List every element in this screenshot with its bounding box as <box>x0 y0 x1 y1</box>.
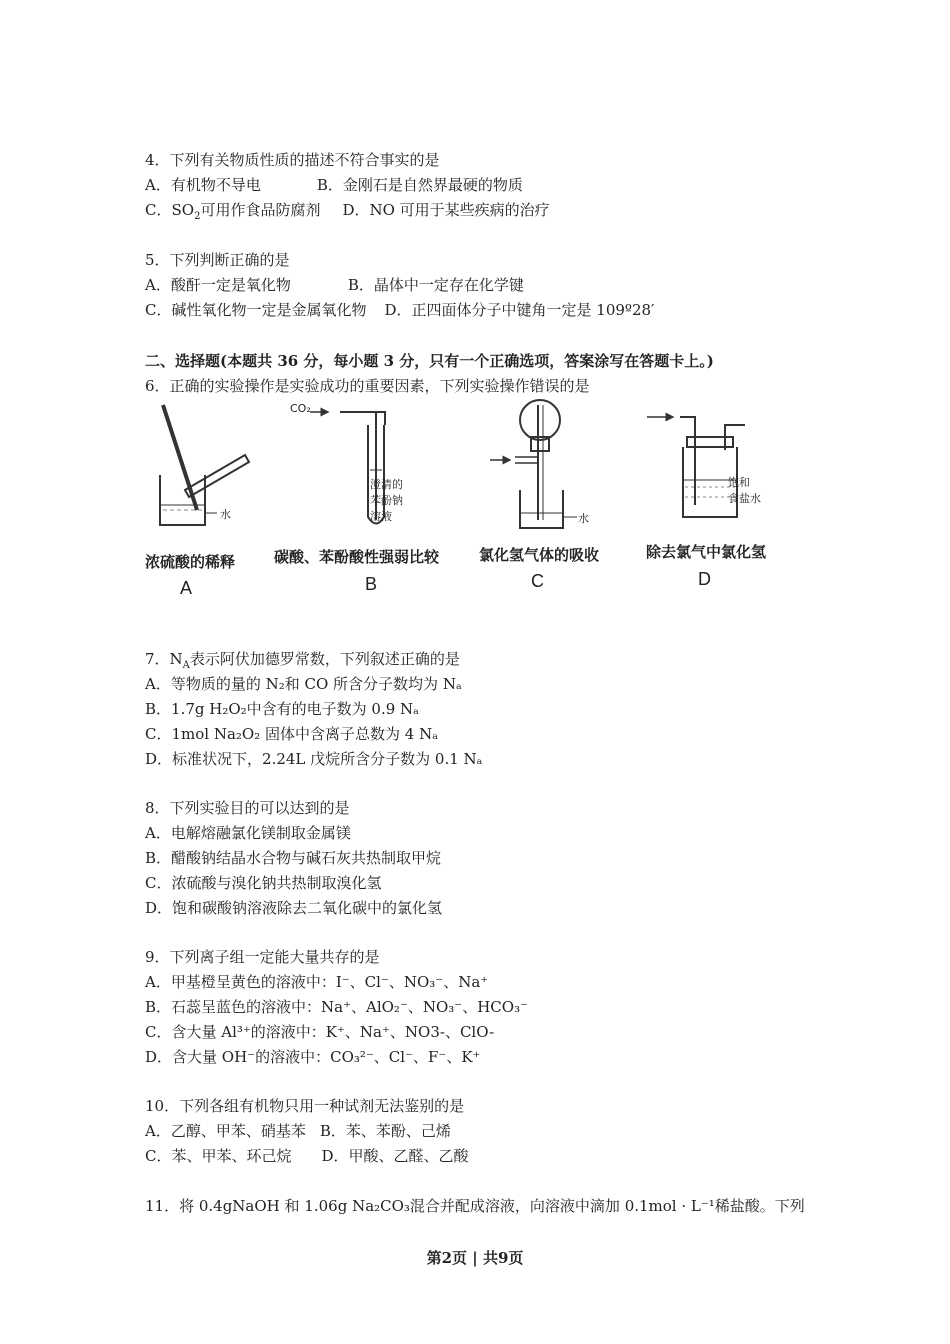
q4-stem: 4．下列有关物质性质的描述不符合事实的是 <box>145 151 440 169</box>
page-footer: 第2页 | 共9页 <box>426 1249 524 1267</box>
q9-option-b: B．石蕊呈蓝色的溶液中：Na⁺、AlO₂⁻、NO₃⁻、HCO₃⁻ <box>145 998 529 1016</box>
label-solution: 溶液 <box>370 510 392 523</box>
apparatus-a-diagram <box>145 400 260 535</box>
caption-b: 碳酸、苯酚酸性强弱比较 <box>274 548 440 566</box>
q4-options-ab <box>145 175 523 195</box>
q10-options-cd <box>145 1146 469 1166</box>
caption-c: 氯化氢气体的吸收 <box>479 546 600 564</box>
option-letter-c: C <box>531 571 544 591</box>
q5-option-c: C．碱性氧化物一定是金属氧化物 <box>145 301 367 319</box>
q9-option-d: D．含大量 OH⁻的溶液中：CO₃²⁻、Cl⁻、F⁻、K⁺ <box>145 1048 481 1066</box>
caption-a: 浓硫酸的稀释 <box>145 553 236 571</box>
q5-option-b: B．晶体中一定存在化学键 <box>347 276 524 294</box>
label-clear: 澄清的 <box>370 478 403 491</box>
q10-option-c: C．苯、甲苯、环己烷 <box>145 1147 292 1165</box>
caption-d: 除去氯气中氯化氢 <box>646 543 767 561</box>
q5-options-ab <box>145 275 524 295</box>
q9-stem: 9．下列离子组一定能大量共存的是 <box>145 948 380 966</box>
apparatus-d-diagram <box>645 405 760 530</box>
label-co2: CO₂ <box>290 402 311 415</box>
q7-option-b: B．1.7g H₂O₂中含有的电子数为 0.9 Nₐ <box>145 700 419 718</box>
q5-stem: 5．下列判断正确的是 <box>145 251 290 269</box>
q10-options-ab <box>145 1121 451 1141</box>
q4-option-c: C．$SO_2$可用作食品防腐剂 <box>145 201 321 222</box>
q7-option-a: A．等物质的量的 N₂和 CO 所含分子数均为 Nₐ <box>145 675 462 693</box>
q8-option-c: C．浓硫酸与溴化钠共热制取溴化氢 <box>145 874 382 892</box>
q10-option-b: B．苯、苯酚、己烯 <box>319 1122 451 1140</box>
q8-option-d: D．饱和碳酸钠溶液除去二氧化碳中的氯化氢 <box>145 899 443 917</box>
q4-option-d: D．NO 可用于某些疾病的治疗 <box>342 201 550 219</box>
q4-option-a: A．有机物不导电 <box>145 176 261 194</box>
option-letter-b: B <box>365 574 378 594</box>
option-letter-d: D <box>698 569 711 589</box>
q11-stem: 11．将 0.4gNaOH 和 1.06g Na₂CO₃混合并配成溶液，向溶液中滴加 0.1mol · L⁻¹稀盐酸。下列 <box>145 1197 805 1215</box>
q8-option-b: B．醋酸钠结晶水合物与碱石灰共热制取甲烷 <box>145 849 442 867</box>
q8-stem: 8．下列实验目的可以达到的是 <box>145 799 350 817</box>
label-water-a: 水 <box>220 508 231 521</box>
q9-option-a: A．甲基橙呈黄色的溶液中：I⁻、Cl⁻、NO₃⁻、Na⁺ <box>145 973 489 991</box>
q7-option-c: C．1mol Na₂O₂ 固体中含离子总数为 4 Nₐ <box>145 725 438 743</box>
q10-option-a: A．乙醇、甲苯、硝基苯 <box>145 1122 306 1140</box>
q4-options-cd <box>145 200 550 220</box>
q5-options-cd <box>145 300 654 320</box>
option-letter-a: A <box>180 578 193 598</box>
q5-option-d: D．正四面体分子中键角一定是 109º28′ <box>384 301 655 319</box>
label-water-c: 水 <box>578 512 589 525</box>
label-saturated: 饱和 <box>728 476 750 489</box>
q10-option-d: D．甲酸、乙醛、乙酸 <box>321 1147 469 1165</box>
q8-option-a: A．电解熔融氯化镁制取金属镁 <box>145 824 351 842</box>
label-sodium-phenoxide: 苯酚钠 <box>370 494 403 507</box>
q10-stem: 10．下列各组有机物只用一种试剂无法鉴别的是 <box>145 1097 465 1115</box>
q4-option-b: B．金刚石是自然界最硬的物质 <box>316 176 523 194</box>
q6-stem: 6．正确的实验操作是实验成功的重要因素，下列实验操作错误的是 <box>145 377 590 395</box>
q9-option-c: C．含大量 Al³⁺的溶液中：K⁺、Na⁺、NO3-、ClO- <box>145 1023 495 1041</box>
apparatus-b-diagram <box>290 400 410 535</box>
q7-stem: 7．$N_A$表示阿伏加德罗常数，下列叙述正确的是 <box>145 650 460 671</box>
q5-option-a: A．酸酐一定是氧化物 <box>145 276 291 294</box>
q7-option-d: D．标准状况下，2.24L 戊烷所含分子数为 0.1 Nₐ <box>145 750 483 768</box>
label-brine: 食盐水 <box>728 492 761 505</box>
section-2-header: 二、选择题(本题共 36 分，每小题 3 分，只有一个正确选项，答案涂写在答题卡上。) <box>145 352 714 370</box>
